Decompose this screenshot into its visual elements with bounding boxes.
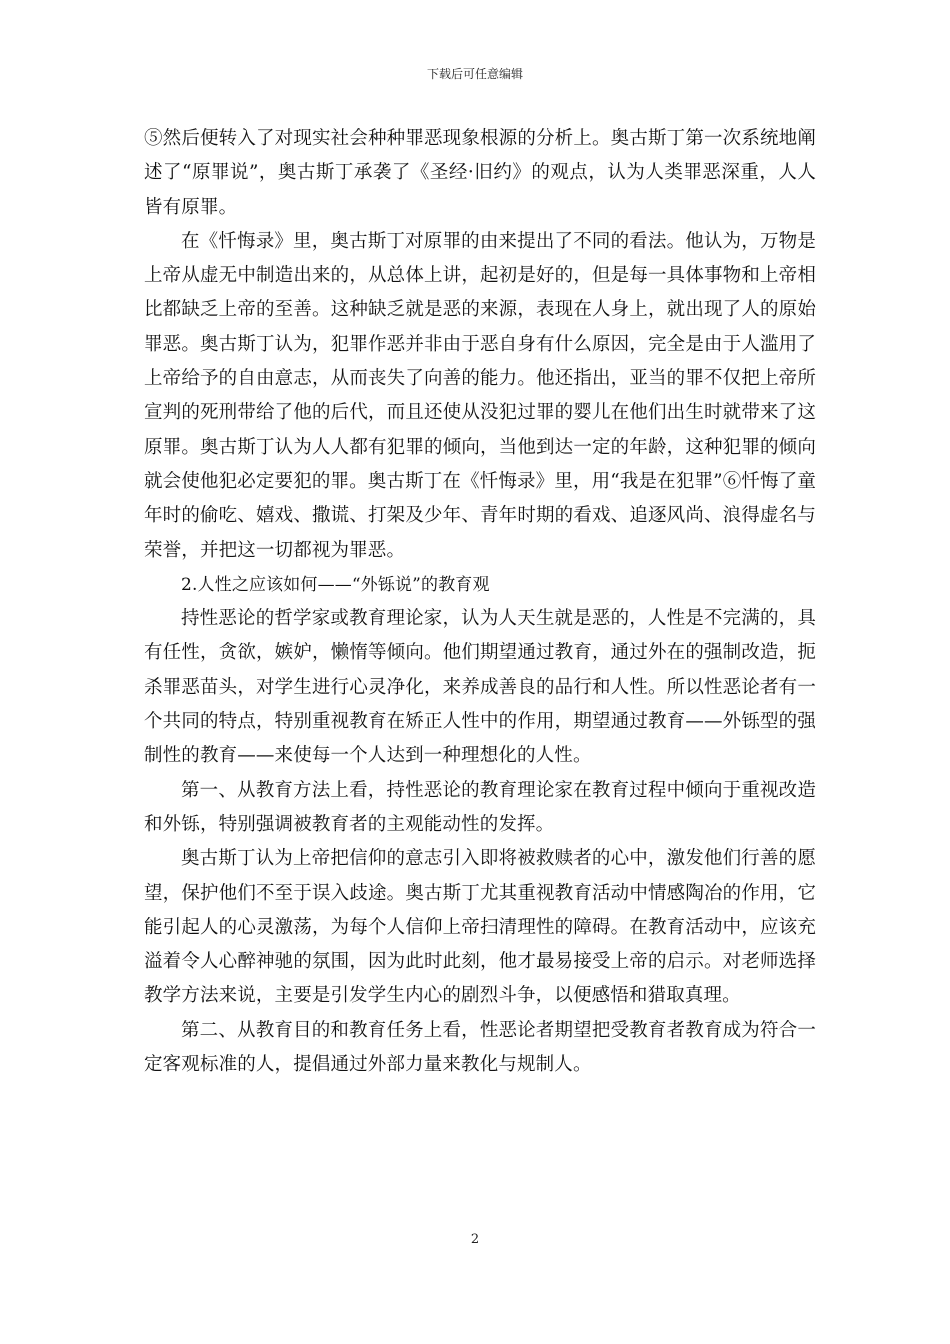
paragraph-augustine-faith: 奥古斯丁认为上帝把信仰的意志引入即将被救赎者的心中，激发他们行善的愿望，保护他们不至于误入歧途。奥古斯丁尤其重视教育活动中情感陶冶的作用，它能引起人的心灵激荡，为每个人信仰上帝扫清理性的障碍。在教育活动中，应该充溢着令人心醉神驰的氛围，因为此时此刻，他才最易接受上帝的启示。对老师选择教学方法来说，主要是引发学生内心的剧烈斗争，以便感悟和猎取真理。 (144, 848, 816, 1007)
section-heading: 2.人性之应该如何——“外铄说”的教育观 (181, 574, 490, 595)
page-footer (0, 1232, 950, 1248)
header-text: 下载后可任意编辑 (426, 67, 523, 81)
paragraph-education-method: 第一、从教育方法上看，持性恶论的教育理论家在教育过程中倾向于重视改造和外铄，特别强调被教育者的主观能动性的发挥。 (144, 779, 816, 835)
paragraph-evil-nature-education: 持性恶论的哲学家或教育理论家，认为人天生就是恶的，人性是不完满的，具有任性，贪欲，嫉妒，懒惰等倾向。他们期望通过教育，通过外在的强制改造，扼杀罪恶苗头，对学生进行心灵净化，来养成善良的品行和人性。所以性恶论者有一个共同的特点，特别重视教育在矫正人性中的作用，期望通过教育——外铄型的强制性的教育——来使每一个人达到一种理想化的人性。 (144, 608, 816, 767)
paragraph-education-goal: 第二、从教育目的和教育任务上看，性恶论者期望把受教育者教育成为符合一定客观标准的人，提倡通过外部力量来教化与规制人。 (144, 1019, 816, 1076)
paragraph-original-sin-intro: ⑤然后便转入了对现实社会种种罪恶现象根源的分析上。奥古斯丁第一次系统地阐述了“原罪说”，奥古斯丁承袭了《圣经·旧约》的观点，认为人类罪恶深重，人人皆有原罪。 (144, 128, 816, 218)
document-body (144, 122, 816, 1082)
page-header (0, 66, 950, 82)
page-number: 2 (470, 1232, 480, 1247)
paragraph-confessions-original-sin: 在《忏悔录》里，奥古斯丁对原罪的由来提出了不同的看法。他认为，万物是上帝从虚无中制造出来的，从总体上讲，起初是好的，但是每一具体事物和上帝相比都缺乏上帝的至善。这种缺乏就是恶的来源，表现在人身上，就出现了人的原始罪恶。奥古斯丁认为，犯罪作恶并非由于恶自身有什么原因，完全是由于人滥用了上帝给予的自由意志，从而丧失了向善的能力。他还指出，亚当的罪不仅把上帝所宣判的死刑带给了他的后代，而且还使从没犯过罪的婴儿在他们出生时就带来了这原罪。奥古斯丁认为人人都有犯罪的倾向，当他到达一定的年龄，这种犯罪的倾向就会使他犯必定要犯的罪。奥古斯丁在《忏悔录》里，用“我是在犯罪”⑥忏悔了童年时的偷吃、嬉戏、撒谎、打架及少年、青年时期的看戏、追逐风尚、浪得虚名与荣誉，并把这一切都视为罪恶。 (144, 230, 816, 561)
